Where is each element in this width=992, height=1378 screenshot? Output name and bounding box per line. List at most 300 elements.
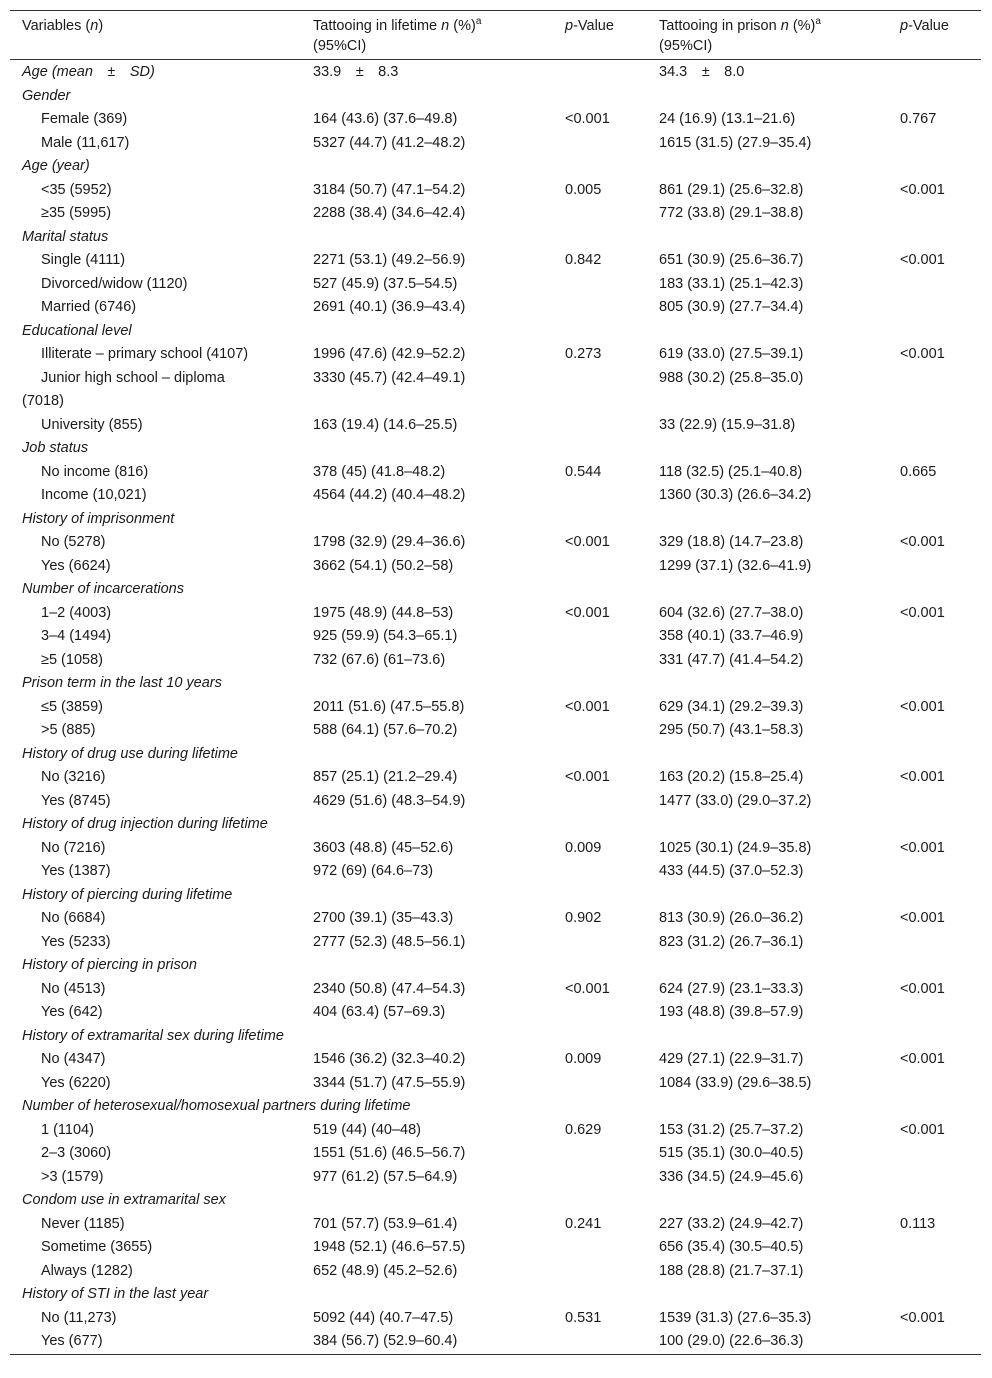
prison-value xyxy=(647,1025,888,1049)
lifetime-pvalue xyxy=(553,1072,647,1096)
prison-pvalue xyxy=(888,578,981,602)
table-category-row xyxy=(10,60,981,85)
lifetime-pvalue xyxy=(553,931,647,955)
lifetime-pvalue xyxy=(553,484,647,508)
lifetime-pvalue xyxy=(553,719,647,743)
prison-pvalue xyxy=(888,484,981,508)
prison-pvalue xyxy=(888,1260,981,1284)
variable-label: No (5278) xyxy=(41,534,106,550)
table-row xyxy=(10,1330,981,1354)
prison-pvalue: <0.001 xyxy=(900,181,945,198)
prison-value xyxy=(647,578,888,602)
prison-pvalue xyxy=(888,1330,981,1354)
prison-value: 651 (30.9) (25.6–36.7) xyxy=(659,252,804,268)
lifetime-pvalue xyxy=(553,578,647,602)
lifetime-value xyxy=(301,226,553,250)
variable-label: Yes (5233) xyxy=(41,933,111,950)
prison-pvalue xyxy=(888,1236,981,1260)
prison-pvalue xyxy=(888,884,981,908)
lifetime-value: 1546 (36.2) (32.3–40.2) xyxy=(313,1051,466,1067)
table-row xyxy=(10,296,981,320)
variable-label: ≤5 (3859) xyxy=(41,698,103,715)
table-row xyxy=(10,1213,981,1237)
prison-value xyxy=(647,813,888,837)
lifetime-pvalue: 0.241 xyxy=(565,1215,602,1232)
prison-value: 336 (34.5) (24.9–45.6) xyxy=(659,1168,804,1185)
prison-value: 1025 (30.1) (24.9–35.8) xyxy=(659,839,812,856)
variable-label: Yes (6220) xyxy=(41,1074,111,1091)
lifetime-value: 2011 (51.6) (47.5–55.8) xyxy=(313,698,465,715)
lifetime-value: 857 (25.1) (21.2–29.4) xyxy=(313,769,458,785)
prison-value: 1084 (33.9) (29.6–38.5) xyxy=(659,1074,812,1091)
prison-value: 624 (27.9) (23.1–33.3) xyxy=(659,980,804,997)
lifetime-value: 2340 (50.8) (47.4–54.3) xyxy=(313,980,466,997)
variable-label: ≥35 (5995) xyxy=(41,205,112,221)
table-category-row xyxy=(10,954,981,978)
variable-label: No (4347) xyxy=(41,1051,106,1067)
variable-label: 1 (1104) xyxy=(41,1121,94,1138)
category-label: Age (year) xyxy=(22,158,90,174)
table-category-row xyxy=(10,1025,981,1049)
variable-label: Yes (1387) xyxy=(41,863,111,879)
table-row xyxy=(10,837,981,861)
lifetime-pvalue xyxy=(553,1283,647,1307)
category-label: History of piercing during lifetime xyxy=(22,886,233,903)
results-table-container xyxy=(10,10,981,1355)
header-row xyxy=(10,11,981,60)
lifetime-value: 5327 (44.7) (41.2–48.2) xyxy=(313,134,466,151)
prison-pvalue xyxy=(888,555,981,579)
prison-value: 1299 (37.1) (32.6–41.9) xyxy=(659,557,812,574)
category-label: Marital status xyxy=(22,228,109,245)
lifetime-pvalue xyxy=(553,884,647,908)
lifetime-pvalue xyxy=(553,1001,647,1025)
lifetime-value xyxy=(301,672,553,696)
table-row xyxy=(10,1072,981,1096)
lifetime-value xyxy=(301,813,553,837)
category-label: Number of heterosexual/homosexual partners during lifetime xyxy=(22,1098,411,1114)
prison-pvalue xyxy=(888,367,981,414)
prison-pvalue: <0.001 xyxy=(900,604,945,621)
prison-pvalue xyxy=(888,813,981,837)
tattooing-results-table xyxy=(10,10,981,1355)
category-label: History of drug use during lifetime xyxy=(22,745,238,762)
table-category-row xyxy=(10,85,981,109)
table-row xyxy=(10,367,981,414)
variable-label: ≥5 (1058) xyxy=(41,651,103,668)
lifetime-pvalue: 0.005 xyxy=(565,181,602,198)
table-row xyxy=(10,414,981,438)
table-row xyxy=(10,1048,981,1072)
table-category-row xyxy=(10,813,981,837)
lifetime-pvalue xyxy=(553,320,647,344)
prison-value xyxy=(647,437,888,461)
lifetime-pvalue xyxy=(553,625,647,649)
lifetime-pvalue xyxy=(553,155,647,179)
variable-label: Yes (642) xyxy=(41,1004,103,1020)
variable-label: Male (11,617) xyxy=(41,134,130,151)
prison-value: 515 (35.1) (30.0–40.5) xyxy=(659,1145,804,1161)
lifetime-pvalue: <0.001 xyxy=(565,698,610,715)
prison-pvalue xyxy=(888,273,981,297)
prison-pvalue xyxy=(888,1142,981,1166)
table-category-row xyxy=(10,1189,981,1213)
variable-label: No (6684) xyxy=(41,910,106,926)
category-label: Educational level xyxy=(22,322,132,339)
header-tattooing-prison: Tattooing in prison n (%)$^a$ (95%CI) xyxy=(659,16,821,54)
lifetime-pvalue: 0.009 xyxy=(565,1051,602,1067)
variable-label-line2: (7018) xyxy=(22,393,64,409)
prison-value: 227 (33.2) (24.9–42.7) xyxy=(659,1215,804,1232)
lifetime-value xyxy=(301,508,553,532)
prison-pvalue xyxy=(888,296,981,320)
variable-label-line1: Junior high school – diploma xyxy=(41,369,225,386)
lifetime-pvalue xyxy=(553,367,647,414)
lifetime-value: 2271 (53.1) (49.2–56.9) xyxy=(313,252,466,268)
prison-value xyxy=(647,320,888,344)
table-body xyxy=(10,60,981,1355)
lifetime-pvalue: 0.629 xyxy=(565,1121,602,1138)
variable-label xyxy=(10,367,301,414)
lifetime-pvalue xyxy=(553,296,647,320)
prison-pvalue xyxy=(888,1001,981,1025)
table-category-row xyxy=(10,1283,981,1307)
prison-pvalue xyxy=(888,1166,981,1190)
lifetime-value: 3662 (54.1) (50.2–58) xyxy=(313,557,454,574)
table-row xyxy=(10,719,981,743)
table-category-row xyxy=(10,226,981,250)
table-category-row xyxy=(10,437,981,461)
lifetime-value xyxy=(301,155,553,179)
prison-value: 1539 (31.3) (27.6–35.3) xyxy=(659,1309,812,1326)
lifetime-pvalue xyxy=(553,555,647,579)
lifetime-value xyxy=(301,1283,553,1307)
lifetime-value: 384 (56.7) (52.9–60.4) xyxy=(313,1333,458,1349)
prison-pvalue: <0.001 xyxy=(900,698,945,715)
lifetime-value: 404 (63.4) (57–69.3) xyxy=(313,1004,446,1020)
prison-value: 604 (32.6) (27.7–38.0) xyxy=(659,604,804,621)
table-row xyxy=(10,978,981,1002)
lifetime-pvalue: <0.001 xyxy=(565,769,610,785)
prison-value xyxy=(647,508,888,532)
prison-pvalue xyxy=(888,132,981,156)
prison-value: 153 (31.2) (25.7–37.2) xyxy=(659,1121,804,1138)
lifetime-value: 1551 (51.6) (46.5–56.7) xyxy=(313,1145,466,1161)
lifetime-value: 164 (43.6) (37.6–49.8) xyxy=(313,111,458,127)
lifetime-value: 972 (69) (64.6–73) xyxy=(313,863,434,879)
table-category-row xyxy=(10,155,981,179)
category-label: Gender xyxy=(22,87,71,104)
category-label: History of drug injection during lifetime xyxy=(22,816,268,832)
lifetime-pvalue xyxy=(553,672,647,696)
prison-value: 34.3 ± 8.0 xyxy=(659,64,745,80)
table-row xyxy=(10,531,981,555)
table-row xyxy=(10,132,981,156)
variable-label: Yes (677) xyxy=(41,1333,103,1349)
table-row xyxy=(10,484,981,508)
lifetime-pvalue xyxy=(553,132,647,156)
prison-pvalue xyxy=(888,60,981,85)
lifetime-value: 2700 (39.1) (35–43.3) xyxy=(313,910,454,926)
variable-label: Married (6746) xyxy=(41,299,137,315)
prison-pvalue xyxy=(888,85,981,109)
prison-pvalue xyxy=(888,202,981,226)
lifetime-pvalue xyxy=(553,437,647,461)
table-row xyxy=(10,1119,981,1143)
prison-value: 805 (30.9) (27.7–34.4) xyxy=(659,299,804,315)
variable-label: University (855) xyxy=(41,416,143,433)
lifetime-value: 2691 (40.1) (36.9–43.4) xyxy=(313,299,466,315)
prison-value: 193 (48.8) (39.8–57.9) xyxy=(659,1004,804,1020)
lifetime-value: 732 (67.6) (61–73.6) xyxy=(313,651,446,668)
prison-value: 331 (47.7) (41.4–54.2) xyxy=(659,651,804,668)
table-row xyxy=(10,343,981,367)
lifetime-value: 378 (45) (41.8–48.2) xyxy=(313,463,446,480)
lifetime-pvalue: 0.842 xyxy=(565,252,602,268)
prison-pvalue xyxy=(888,931,981,955)
table-row xyxy=(10,696,981,720)
lifetime-value xyxy=(301,954,553,978)
lifetime-value: 3603 (48.8) (45–52.6) xyxy=(313,839,454,856)
table-header xyxy=(10,11,981,60)
lifetime-value: 701 (57.7) (53.9–61.4) xyxy=(313,1215,458,1232)
lifetime-value: 3184 (50.7) (47.1–54.2) xyxy=(313,181,466,198)
lifetime-value: 1798 (32.9) (29.4–36.6) xyxy=(313,534,466,550)
prison-value: 188 (28.8) (21.7–37.1) xyxy=(659,1262,804,1279)
table-row xyxy=(10,1166,981,1190)
category-label: Prison term in the last 10 years xyxy=(22,675,222,691)
lifetime-value: 925 (59.9) (54.3–65.1) xyxy=(313,628,458,644)
lifetime-pvalue xyxy=(553,414,647,438)
variable-label: >5 (885) xyxy=(41,722,96,738)
lifetime-pvalue xyxy=(553,1025,647,1049)
prison-value: 329 (18.8) (14.7–23.8) xyxy=(659,534,804,550)
prison-pvalue xyxy=(888,1072,981,1096)
lifetime-pvalue: 0.531 xyxy=(565,1309,602,1326)
lifetime-pvalue: 0.544 xyxy=(565,463,602,480)
lifetime-value: 3344 (51.7) (47.5–55.9) xyxy=(313,1074,466,1091)
variable-label: No income (816) xyxy=(41,463,149,480)
prison-value: 1360 (30.3) (26.6–34.2) xyxy=(659,487,812,503)
prison-value xyxy=(647,85,888,109)
prison-value: 33 (22.9) (15.9–31.8) xyxy=(659,416,796,433)
lifetime-pvalue xyxy=(553,790,647,814)
prison-pvalue: <0.001 xyxy=(900,346,945,362)
lifetime-pvalue xyxy=(553,649,647,673)
prison-value: 656 (35.4) (30.5–40.5) xyxy=(659,1239,804,1255)
lifetime-value xyxy=(301,1025,553,1049)
prison-value: 813 (30.9) (26.0–36.2) xyxy=(659,910,804,926)
prison-value: 988 (30.2) (25.8–35.0) xyxy=(659,369,804,386)
prison-pvalue xyxy=(888,437,981,461)
table-row xyxy=(10,555,981,579)
variable-label: No (4513) xyxy=(41,980,106,997)
table-category-row xyxy=(10,508,981,532)
prison-pvalue: 0.665 xyxy=(900,463,937,480)
variable-label: Always (1282) xyxy=(41,1262,133,1279)
lifetime-pvalue: <0.001 xyxy=(565,534,610,550)
lifetime-value: 33.9 ± 8.3 xyxy=(313,64,399,80)
prison-pvalue xyxy=(888,508,981,532)
prison-value: 100 (29.0) (22.6–36.3) xyxy=(659,1333,804,1349)
lifetime-value: 527 (45.9) (37.5–54.5) xyxy=(313,275,458,292)
prison-pvalue xyxy=(888,954,981,978)
prison-value: 823 (31.2) (26.7–36.1) xyxy=(659,933,804,950)
lifetime-pvalue xyxy=(553,273,647,297)
prison-value: 1477 (33.0) (29.0–37.2) xyxy=(659,792,812,809)
table-row xyxy=(10,249,981,273)
prison-value: 163 (20.2) (15.8–25.4) xyxy=(659,769,804,785)
prison-pvalue xyxy=(888,625,981,649)
lifetime-value: 588 (64.1) (57.6–70.2) xyxy=(313,722,458,738)
lifetime-pvalue: <0.001 xyxy=(565,604,610,621)
prison-value: 772 (33.8) (29.1–38.8) xyxy=(659,205,804,221)
prison-pvalue: <0.001 xyxy=(900,769,945,785)
variable-label: Yes (8745) xyxy=(41,792,111,809)
lifetime-pvalue xyxy=(553,60,647,85)
lifetime-pvalue xyxy=(553,1189,647,1213)
prison-pvalue: 0.113 xyxy=(900,1215,936,1232)
category-label: History of imprisonment xyxy=(22,510,175,527)
lifetime-pvalue xyxy=(553,860,647,884)
table-row xyxy=(10,1307,981,1331)
lifetime-pvalue: 0.273 xyxy=(565,346,602,362)
lifetime-pvalue xyxy=(553,1142,647,1166)
lifetime-value xyxy=(301,1189,553,1213)
table-row xyxy=(10,860,981,884)
table-row xyxy=(10,202,981,226)
lifetime-value: 1975 (48.9) (44.8–53) xyxy=(313,604,454,621)
lifetime-value xyxy=(301,884,553,908)
prison-pvalue xyxy=(888,649,981,673)
prison-pvalue: <0.001 xyxy=(900,1121,945,1138)
variable-label: Single (4111) xyxy=(41,252,126,268)
header-variables: Variables (n) xyxy=(22,18,104,34)
header-pvalue-prison: p-Value xyxy=(900,18,949,34)
category-label: Age (mean ± SD) xyxy=(22,64,155,80)
table-row xyxy=(10,1260,981,1284)
lifetime-value: 1948 (52.1) (46.6–57.5) xyxy=(313,1239,466,1255)
lifetime-pvalue: 0.009 xyxy=(565,839,602,856)
table-row xyxy=(10,602,981,626)
table-row xyxy=(10,790,981,814)
prison-value xyxy=(647,226,888,250)
lifetime-value: 652 (48.9) (45.2–52.6) xyxy=(313,1262,458,1279)
lifetime-pvalue xyxy=(553,508,647,532)
variable-label: No (11,273) xyxy=(41,1309,117,1326)
prison-pvalue xyxy=(888,226,981,250)
prison-pvalue xyxy=(888,155,981,179)
lifetime-pvalue xyxy=(553,1236,647,1260)
prison-value xyxy=(647,884,888,908)
table-row xyxy=(10,931,981,955)
prison-pvalue xyxy=(888,860,981,884)
table-category-row xyxy=(10,320,981,344)
category-label: History of extramarital sex during lifetime xyxy=(22,1027,284,1044)
variable-label: Sometime (3655) xyxy=(41,1239,153,1255)
prison-pvalue xyxy=(888,1283,981,1307)
variable-label: 1–2 (4003) xyxy=(41,604,112,621)
prison-value xyxy=(647,743,888,767)
category-label: History of STI in the last year xyxy=(22,1286,209,1302)
prison-value xyxy=(647,1095,888,1119)
lifetime-value xyxy=(301,85,553,109)
table-row xyxy=(10,273,981,297)
prison-pvalue: <0.001 xyxy=(900,534,945,550)
variable-label: <35 (5952) xyxy=(41,181,112,198)
lifetime-pvalue xyxy=(553,1260,647,1284)
variable-label: >3 (1579) xyxy=(41,1168,104,1185)
lifetime-value: 163 (19.4) (14.6–25.5) xyxy=(313,416,458,433)
variable-label: No (3216) xyxy=(41,769,106,785)
table-row xyxy=(10,1142,981,1166)
variable-label: Female (369) xyxy=(41,111,128,127)
prison-value: 629 (34.1) (29.2–39.3) xyxy=(659,698,804,715)
lifetime-value: 2777 (52.3) (48.5–56.1) xyxy=(313,933,466,950)
lifetime-pvalue xyxy=(553,226,647,250)
lifetime-value xyxy=(301,578,553,602)
lifetime-pvalue xyxy=(553,1095,647,1119)
lifetime-value: 4564 (44.2) (40.4–48.2) xyxy=(313,487,466,503)
header-tattooing-lifetime: Tattooing in lifetime n (%)$^a$ (95%CI) xyxy=(313,16,482,54)
prison-pvalue xyxy=(888,320,981,344)
lifetime-pvalue xyxy=(553,1166,647,1190)
lifetime-pvalue xyxy=(553,954,647,978)
prison-pvalue xyxy=(888,1025,981,1049)
prison-value xyxy=(647,672,888,696)
prison-value: 295 (50.7) (43.1–58.3) xyxy=(659,722,804,738)
prison-pvalue: <0.001 xyxy=(900,839,945,856)
prison-pvalue xyxy=(888,1095,981,1119)
lifetime-value: 519 (44) (40–48) xyxy=(313,1121,422,1138)
lifetime-value xyxy=(301,320,553,344)
category-label: History of piercing in prison xyxy=(22,957,197,973)
table-category-row xyxy=(10,1095,981,1119)
prison-value xyxy=(647,155,888,179)
lifetime-value xyxy=(301,437,553,461)
table-row xyxy=(10,766,981,790)
lifetime-pvalue: 0.902 xyxy=(565,910,602,926)
lifetime-value xyxy=(301,743,553,767)
prison-pvalue: <0.001 xyxy=(900,1051,945,1067)
variable-label: Never (1185) xyxy=(41,1215,125,1232)
table-category-row xyxy=(10,578,981,602)
prison-value: 118 (32.5) (25.1–40.8) xyxy=(659,463,803,480)
lifetime-pvalue: <0.001 xyxy=(565,980,610,997)
variable-label: Illiterate – primary school (4107) xyxy=(41,346,249,362)
prison-value xyxy=(647,1189,888,1213)
prison-value: 429 (27.1) (22.9–31.7) xyxy=(659,1051,804,1067)
category-label: Number of incarcerations xyxy=(22,581,184,597)
lifetime-pvalue xyxy=(553,743,647,767)
lifetime-value: 3330 (45.7) (42.4–49.1) xyxy=(313,369,466,386)
variable-label: Divorced/widow (1120) xyxy=(41,275,188,292)
prison-value xyxy=(647,1283,888,1307)
lifetime-value: 2288 (38.4) (34.6–42.4) xyxy=(313,205,466,221)
variable-label: Income (10,021) xyxy=(41,487,147,503)
prison-value: 183 (33.1) (25.1–42.3) xyxy=(659,275,804,292)
prison-value: 358 (40.1) (33.7–46.9) xyxy=(659,628,804,644)
table-row xyxy=(10,907,981,931)
prison-pvalue xyxy=(888,790,981,814)
category-label: Job status xyxy=(22,440,89,456)
variable-label: 3–4 (1494) xyxy=(41,628,112,644)
lifetime-pvalue xyxy=(553,85,647,109)
prison-pvalue xyxy=(888,719,981,743)
prison-pvalue: <0.001 xyxy=(900,252,945,268)
table-category-row xyxy=(10,884,981,908)
prison-pvalue xyxy=(888,672,981,696)
